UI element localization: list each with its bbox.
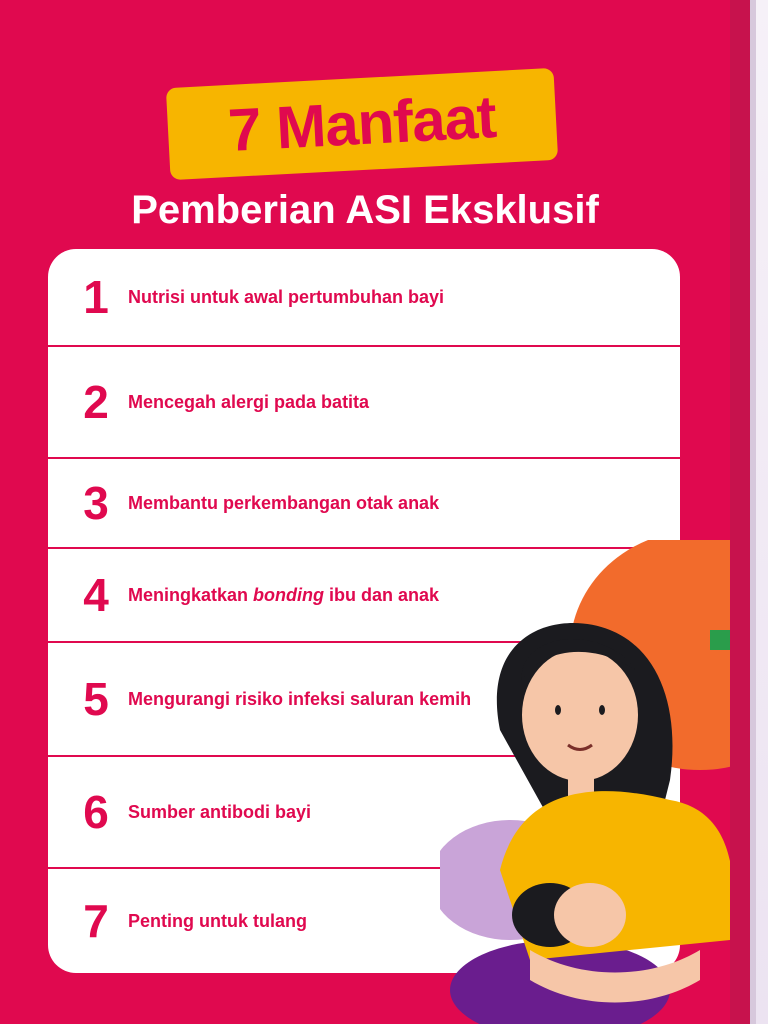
- benefit-text: Mengurangi risiko infeksi saluran kemih: [128, 689, 472, 709]
- title-badge-text: 7 Manfaat: [226, 83, 498, 164]
- benefit-text: Penting untuk tulang: [128, 911, 307, 931]
- adjacent-page-strip: [730, 0, 752, 1024]
- benefit-text-before: Meningkatkan: [128, 585, 254, 605]
- benefit-number: 4: [83, 569, 109, 621]
- mother-breastfeeding-illustration: [440, 540, 730, 1024]
- benefit-number: 7: [83, 895, 109, 947]
- benefit-row-3: [48, 459, 680, 549]
- benefit-text: Membantu perkembangan otak anak: [128, 493, 440, 513]
- benefit-text: Sumber antibodi bayi: [128, 802, 312, 822]
- benefit-text: Nutrisi untuk awal pertumbuhan bayi: [128, 287, 445, 307]
- scroll-divider: [750, 0, 756, 1024]
- benefit-text: Mencegah alergi pada batita: [128, 392, 370, 412]
- benefit-text-after: ibu dan anak: [324, 585, 440, 605]
- benefit-number: 3: [83, 477, 109, 529]
- benefit-number: 6: [83, 786, 109, 838]
- adjacent-page-edge: [730, 0, 768, 1024]
- benefit-number: 5: [83, 673, 109, 725]
- benefit-text: [128, 583, 439, 607]
- benefit-row-2: [48, 347, 680, 459]
- benefit-text-emphasis: bonding: [253, 585, 325, 605]
- subtitle: Pemberian ASI Eksklusif: [131, 188, 599, 232]
- benefit-number: 1: [83, 271, 109, 323]
- benefit-number: 2: [83, 376, 109, 428]
- benefit-row-1: [48, 249, 680, 347]
